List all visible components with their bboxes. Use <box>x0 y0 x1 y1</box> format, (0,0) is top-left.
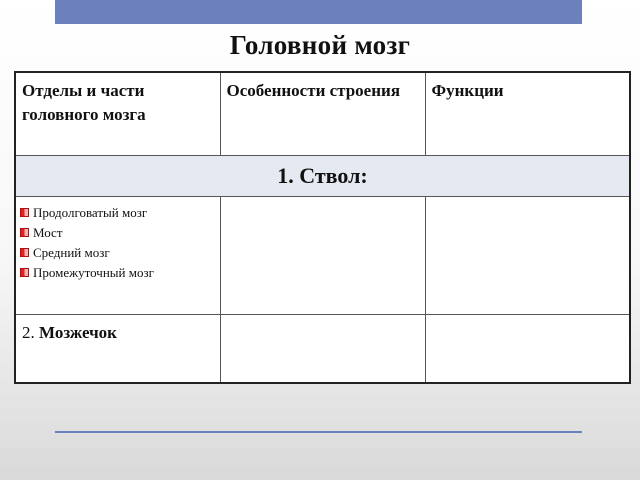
red-square-bullet-icon <box>20 208 29 217</box>
list-item <box>20 243 220 263</box>
stem-cell <box>15 155 630 196</box>
stem-label: 1. Ствол: <box>277 162 368 188</box>
header-parts-label: Отделы и части головного мозга <box>22 81 146 124</box>
cerebellum-row <box>15 314 630 383</box>
cerebellum-structure-cell <box>220 314 425 383</box>
cerebellum-cell <box>15 314 220 383</box>
cerebellum-label: Мозжечок <box>39 322 117 342</box>
red-square-bullet-icon <box>20 228 29 237</box>
table-header-row <box>15 72 630 155</box>
red-square-bullet-icon <box>20 268 29 277</box>
stem-parts-cell <box>15 196 220 314</box>
header-cell-parts <box>15 72 220 155</box>
bottom-accent-line <box>55 431 582 433</box>
stem-part-label: Мост <box>33 224 63 240</box>
stem-part-label: Продолговатый мозг <box>33 204 148 220</box>
stem-part-label: Промежуточный мозг <box>33 264 154 280</box>
cerebellum-functions-cell <box>425 314 630 383</box>
red-square-bullet-icon <box>20 248 29 257</box>
stem-functions-cell <box>425 196 630 314</box>
list-item <box>20 223 220 243</box>
brain-table <box>14 71 631 384</box>
header-functions-label: Функции <box>431 81 504 100</box>
stem-parts-list <box>16 197 220 283</box>
stem-part-label: Средний мозг <box>33 244 110 260</box>
top-accent-bar <box>55 0 582 24</box>
stem-structure-cell <box>220 196 425 314</box>
stem-row <box>15 155 630 196</box>
cerebellum-number: 2. <box>22 322 35 342</box>
list-item <box>20 203 220 223</box>
stem-parts-row <box>15 196 630 314</box>
list-item <box>20 263 220 283</box>
header-cell-structure <box>220 72 425 155</box>
header-cell-functions <box>425 72 630 155</box>
slide-title: Головной мозг <box>229 30 411 60</box>
header-structure-label: Особенности строения <box>226 81 401 100</box>
cerebellum-text <box>16 315 220 343</box>
